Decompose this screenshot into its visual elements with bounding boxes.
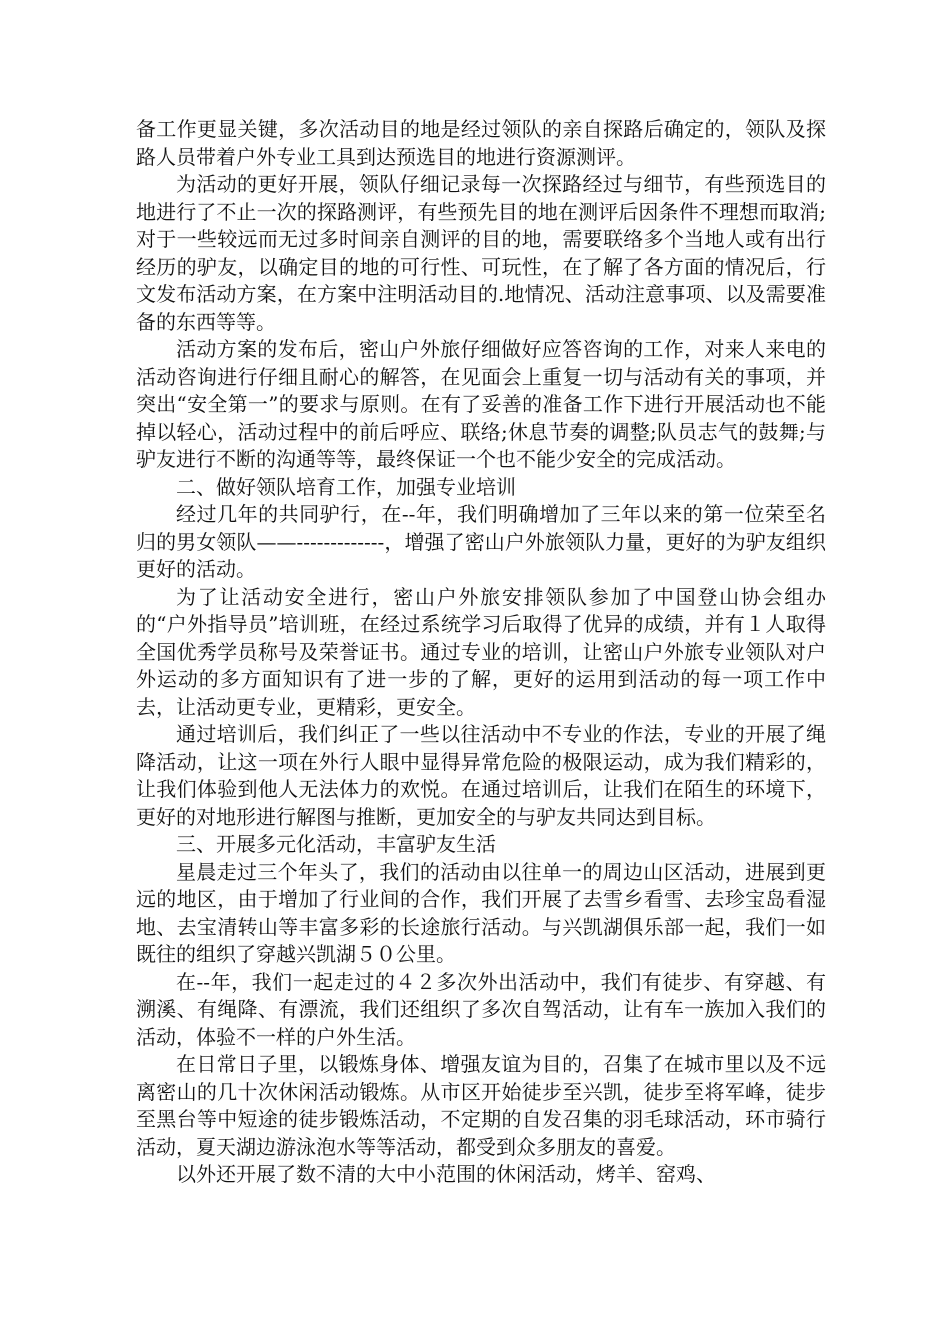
- section-heading-2: 二、做好领队培育工作，加强专业培训: [176, 474, 516, 499]
- paragraph-9: 在日常日子里，以锻炼身体、增强友谊为目的，召集了在城市里以及不远离密山的几十次休闲活动锻炼。从市区开始徒步至兴凯，徒步至将军峰，徒步至黑台等中短途的徒步锻炼活动，不定期的自发召集的羽毛球活动，环市骑行活动，夏天湖边游泳泡水等等活动，都受到众多朋友的喜爱。: [136, 1052, 826, 1159]
- paragraph-8: 在--年，我们一起走过的４２多次外出活动中，我们有徒步、有穿越、有溯溪、有绳降、有漂流，我们还组织了多次自驾活动，让有车一族加入我们的活动，体验不一样的户外生活。: [136, 969, 826, 1049]
- paragraph-3: 活动方案的发布后，密山户外旅仔细做好应答咨询的工作，对来人来电的活动咨询进行仔细且耐心的解答，在见面会上重复一切与活动有关的事项，并突出“安全第一”的要求与原则。在有了妥善的准备工作下进行开展活动也不能掉以轻心，活动过程中的前后呼应、联络;休息节奏的调整;队员志气的鼓舞;与驴友进行不断的沟通等等，最终保证一个也不能少安全的完成活动。: [136, 337, 826, 471]
- paragraph-10: 以外还开展了数不清的大中小范围的休闲活动，烤羊、窑鸡、: [176, 1162, 716, 1186]
- section-heading-3: 三、开展多元化活动，丰富驴友生活: [176, 832, 496, 856]
- paragraph-7: 星晨走过三个年头了，我们的活动由以往单一的周边山区活动，进展到更远的地区，由于增加了行业间的合作，我们开展了去雪乡看雪、去珍宝岛看湿地、去宝清转山等丰富多彩的长途旅行活动。与兴凯湖俱乐部一起，我们一如既往的组织了穿越兴凯湖５０公里。: [136, 859, 826, 966]
- paragraph-4: 经过几年的共同驴行，在--年，我们明确增加了三年以来的第一位荣至名归的男女领队——-------------，增强了密山户外旅领队力量，更好的为驴友组织更好的活动。: [136, 502, 826, 581]
- paragraph-1: 备工作更显关键，多次活动目的地是经过领队的亲自探路后确定的，领队及探路人员带着户外专业工具到达预选目的地进行资源测评。: [136, 117, 826, 169]
- paragraph-5: 为了让活动安全进行，密山户外旅安排领队参加了中国登山协会组办的“户外指导员”培训班，在经过系统学习后取得了优异的成绩，并有１人取得全国优秀学员称号及荣誉证书。通过专业的培训，让密山户外旅专业领队对户外运动的多方面知识有了进一步的了解，更好的运用到活动的每一项工作中去，让活动更专业，更精彩，更安全。: [136, 584, 826, 719]
- paragraph-6: 通过培训后，我们纠正了一些以往活动中不专业的作法，专业的开展了绳降活动，让这一项在外行人眼中显得异常危险的极限运动，成为我们精彩的，让我们体验到他人无法体力的欢悦。在通过培训后，让我们在陌生的环境下，更好的对地形进行解图与推断，更加安全的与驴友共同达到目标。: [136, 722, 826, 829]
- document-page: [136, 116, 826, 1189]
- paragraph-2: 为活动的更好开展，领队仔细记录每一次探路经过与细节，有些预选目的地进行了不止一次的探路测评，有些预先目的地在测评后因条件不理想而取消;对于一些较远而无过多时间亲自测评的目的地，需要联络多个当地人或有出行经历的驴友，以确定目的地的可行性、可玩性，在了解了各方面的情况后，行文发布活动方案，在方案中注明活动目的.地情况、活动注意事项、以及需要准备的东西等等。: [136, 172, 826, 334]
